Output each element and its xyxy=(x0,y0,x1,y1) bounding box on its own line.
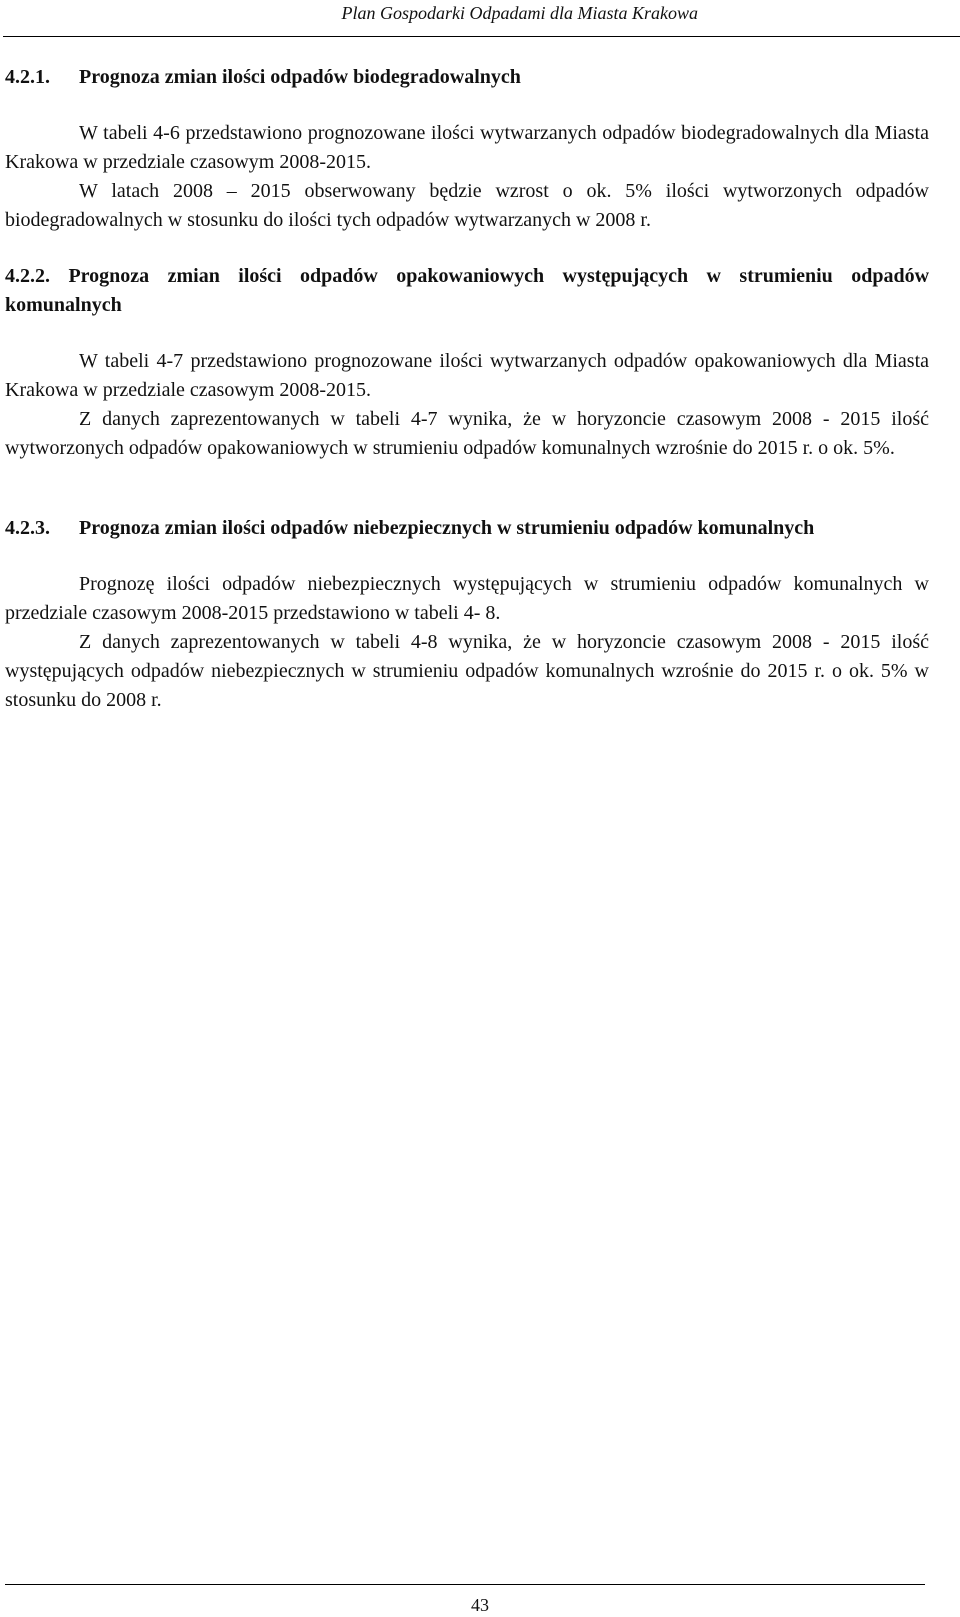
footer-divider xyxy=(5,1584,925,1585)
section-number: 4.2.2. xyxy=(5,265,50,287)
paragraph: Z danych zaprezentowanych w tabeli 4-8 wynika, że w horyzoncie czasowym 2008 - 2015 ilość występujących odpadów niebezpiecznych w strumieniu odpadów komunalnych wzrośnie do 2015 r. o ok. 5% w stosunku do 2008 r. xyxy=(5,631,929,711)
page-number: 43 xyxy=(471,1595,489,1615)
running-header-title: Plan Gospodarki Odpadami dla Miasta Krakowa xyxy=(341,3,698,23)
section-4-2-3 xyxy=(5,514,929,715)
header-divider xyxy=(3,36,960,37)
section-4-2-2 xyxy=(5,262,929,463)
section-heading xyxy=(5,63,929,92)
paragraph: Z danych zaprezentowanych w tabeli 4-7 wynika, że w horyzoncie czasowym 2008 - 2015 ilość wytworzonych odpadów opakowaniowych w strumieniu odpadów komunalnych wzrośnie do 2015 r. o ok. 5%. xyxy=(5,408,929,459)
section-heading xyxy=(5,262,929,320)
section-number: 4.2.1. xyxy=(5,66,50,88)
paragraph: W latach 2008 – 2015 obserwowany będzie wzrost o ok. 5% ilości wytworzonych odpadów biodegradowalnych w stosunku do ilości tych odpadów wytwarzanych w 2008 r. xyxy=(5,180,929,231)
section-heading xyxy=(5,514,929,543)
section-title: Prognoza zmian ilości odpadów opakowaniowych występujących w strumieniu odpadów komunalnych xyxy=(5,265,930,316)
section-title: Prognoza zmian ilości odpadów biodegradowalnych xyxy=(79,66,521,88)
section-number: 4.2.3. xyxy=(5,517,50,539)
paragraph: W tabeli 4-7 przedstawiono prognozowane ilości wytwarzanych odpadów opakowaniowych dla Miasta Krakowa w przedziale czasowym 2008-2015. xyxy=(5,350,929,401)
section-4-2-1 xyxy=(5,63,929,235)
section-title: Prognoza zmian ilości odpadów niebezpiecznych w strumieniu odpadów komunalnych xyxy=(79,517,815,539)
paragraph: W tabeli 4-6 przedstawiono prognozowane ilości wytwarzanych odpadów biodegradowalnych dla Miasta Krakowa w przedziale czasowym 2008-2015. xyxy=(5,122,929,173)
paragraph: Prognozę ilości odpadów niebezpiecznych występujących w strumieniu odpadów komunalnych w przedziale czasowym 2008-2015 przedstawiono w tabeli 4- 8. xyxy=(5,573,929,624)
